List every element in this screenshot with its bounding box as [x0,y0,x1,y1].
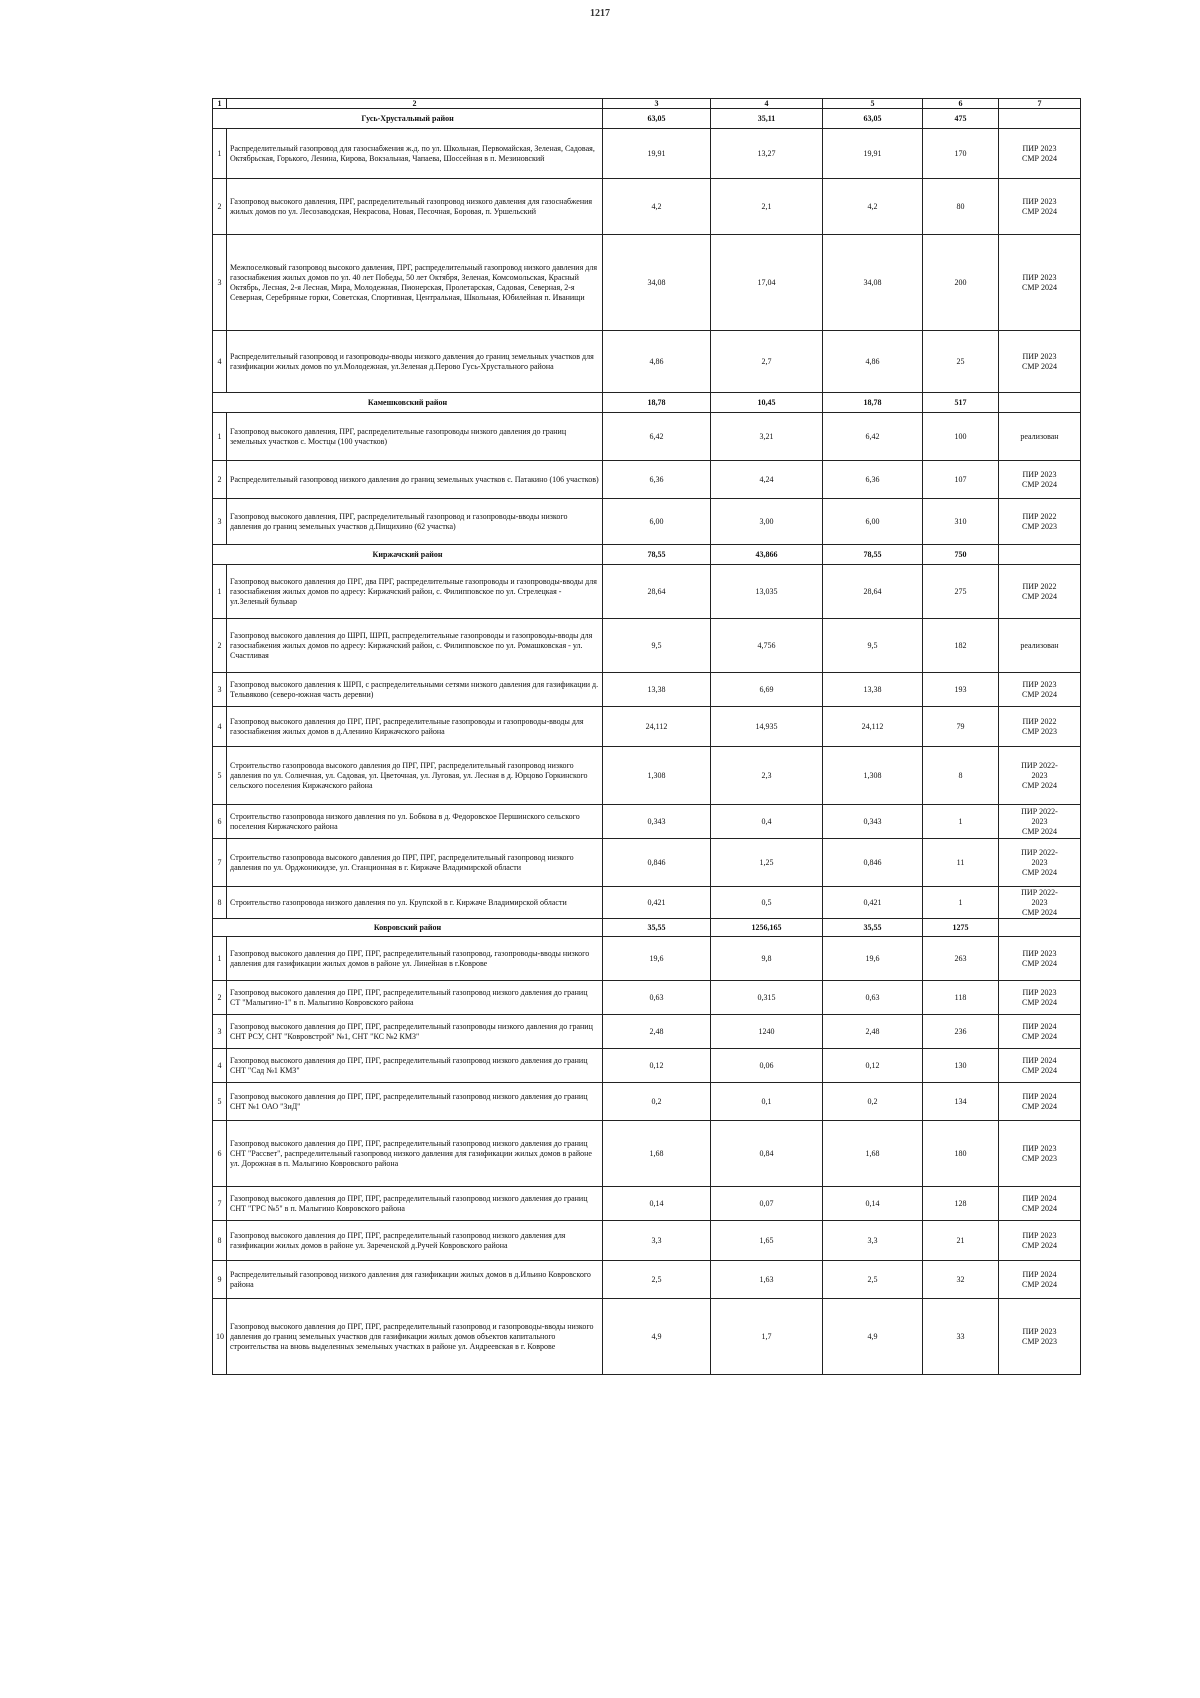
region-total: 63,05 [603,109,711,129]
stage-cell [999,1221,1081,1261]
stage-cell [999,1261,1081,1299]
page-number: 1217 [590,8,610,19]
stage-text: СМР 2024 [1022,1101,1057,1111]
column-number-row [213,99,1081,109]
stage-text: реализован [1020,431,1059,441]
table-row [213,1221,1081,1261]
region-total: 18,78 [823,393,923,413]
stage-text: ПИР 2024 [1022,1091,1057,1101]
value-col5: 1,68 [823,1121,923,1187]
row-number: 1 [213,129,227,179]
table-row [213,235,1081,331]
region-total [999,109,1081,129]
table-row [213,1049,1081,1083]
stage-text: ПИР 2023 [1022,1143,1057,1153]
value-col6: 193 [923,673,999,707]
stage-text: 2023 [1031,770,1048,780]
value-col6: 182 [923,619,999,673]
column-number: 2 [227,99,603,109]
value-col3: 0,343 [603,805,711,839]
value-col5: 6,42 [823,413,923,461]
object-name: Газопровод высокого давления до ПРГ, ПРГ, распределительный газопровод низкого давления до границ СНТ "Сад №1 КМЗ" [227,1049,603,1083]
value-col5: 34,08 [823,235,923,331]
table-row [213,805,1081,839]
value-col5: 2,5 [823,1261,923,1299]
object-name: Газопровод высокого давления до ПРГ, ПРГ, распределительный газопровод низкого давления до границ СТ "Малыгино-1" в п. Малыгино Ковровского района [227,981,603,1015]
table-row [213,1299,1081,1375]
object-name: Газопровод высокого давления до ПРГ, ПРГ, распределительный газопровод низкого давления до границ СНТ "Рассвет", распределительный газопровод низкого давления для газификации жилых домов в районе ул. Дорожная в п. Малыгино Ковровского района [227,1121,603,1187]
object-name: Распределительный газопровод для газоснабжения ж.д. по ул. Школьная, Первомайская, Зеленая, Садовая, Октябрьская, Горького, Ленина, Кирова, Вокзальная, Чапаева, Шоссейная в п. Мезиновский [227,129,603,179]
value-col5: 0,14 [823,1187,923,1221]
stage-text: СМР 2024 [1022,907,1057,917]
row-number: 9 [213,1261,227,1299]
stage-text: СМР 2024 [1022,206,1057,216]
row-number: 3 [213,235,227,331]
value-col4: 3,00 [711,499,823,545]
value-col3: 3,3 [603,1221,711,1261]
row-number: 4 [213,1049,227,1083]
region-total: 517 [923,393,999,413]
value-col5: 6,00 [823,499,923,545]
object-name: Газопровод высокого давления к ШРП, с распределительными сетями низкого давления для газификации д. Тельвяково (северо-южная часть деревни) [227,673,603,707]
row-number: 2 [213,461,227,499]
object-name: Распределительный газопровод низкого давления для газификации жилых домов в д.Ильино Ковровского района [227,1261,603,1299]
table-row [213,331,1081,393]
stage-text: ПИР 2023 [1022,987,1057,997]
stage-text: ПИР 2024 [1022,1269,1057,1279]
table-row [213,707,1081,747]
value-col5: 4,9 [823,1299,923,1375]
column-number: 7 [999,99,1081,109]
row-number: 3 [213,499,227,545]
region-name: Гусь-Хрустальный район [213,109,603,129]
value-col5: 0,343 [823,805,923,839]
stage-cell [999,805,1081,839]
object-name: Строительство газопровода низкого давления по ул. Бобкова в д. Федоровское Першинского сельского поселения Киржачского района [227,805,603,839]
value-col6: 180 [923,1121,999,1187]
value-col4: 3,21 [711,413,823,461]
value-col4: 2,7 [711,331,823,393]
value-col6: 11 [923,839,999,887]
value-col3: 6,00 [603,499,711,545]
stage-text: СМР 2023 [1022,1336,1057,1346]
value-col3: 4,9 [603,1299,711,1375]
value-col6: 200 [923,235,999,331]
value-col4: 1,7 [711,1299,823,1375]
value-col3: 0,846 [603,839,711,887]
table-row [213,673,1081,707]
stage-text: ПИР 2023 [1022,1230,1057,1240]
table-row [213,179,1081,235]
value-col6: 33 [923,1299,999,1375]
stage-cell [999,1299,1081,1375]
row-number: 4 [213,331,227,393]
stage-text: 2023 [1031,816,1048,826]
value-col5: 9,5 [823,619,923,673]
value-col3: 9,5 [603,619,711,673]
value-col3: 1,308 [603,747,711,805]
stage-text: реализован [1020,640,1059,650]
value-col5: 2,48 [823,1015,923,1049]
stage-text: ПИР 2023 [1022,948,1057,958]
stage-cell [999,499,1081,545]
value-col6: 134 [923,1083,999,1121]
object-name: Распределительный газопровод и газопроводы-вводы низкого давления до границ земельных участков для газификации жилых домов по ул.Молодежная, ул.Зеленая д.Перово Гусь-Хрустального района [227,331,603,393]
stage-text: СМР 2024 [1022,479,1057,489]
stage-cell [999,565,1081,619]
stage-text: СМР 2024 [1022,1203,1057,1213]
region-total [999,545,1081,565]
value-col6: 80 [923,179,999,235]
column-number: 5 [823,99,923,109]
table-row [213,937,1081,981]
table-row [213,461,1081,499]
stage-cell [999,1049,1081,1083]
stage-text: СМР 2023 [1022,726,1057,736]
object-name: Газопровод высокого давления до ПРГ, ПРГ, распределительный газопровод низкого давления до границ СНТ №1 ОАО "ЗиД" [227,1083,603,1121]
region-total: 1256,165 [711,919,823,937]
table-row [213,887,1081,919]
value-col6: 130 [923,1049,999,1083]
value-col3: 0,2 [603,1083,711,1121]
stage-text: СМР 2023 [1022,521,1057,531]
value-col6: 32 [923,1261,999,1299]
row-number: 2 [213,179,227,235]
row-number: 5 [213,1083,227,1121]
value-col5: 4,86 [823,331,923,393]
stage-text: ПИР 2023 [1022,272,1057,282]
value-col5: 0,421 [823,887,923,919]
table-row [213,129,1081,179]
value-col3: 1,68 [603,1121,711,1187]
table-row [213,1261,1081,1299]
stage-cell [999,619,1081,673]
table-row [213,981,1081,1015]
value-col6: 1 [923,805,999,839]
value-col6: 8 [923,747,999,805]
row-number: 1 [213,937,227,981]
stage-cell [999,887,1081,919]
table-row [213,1083,1081,1121]
value-col4: 9,8 [711,937,823,981]
stage-text: СМР 2024 [1022,997,1057,1007]
value-col4: 0,84 [711,1121,823,1187]
value-col4: 14,935 [711,707,823,747]
value-col4: 2,1 [711,179,823,235]
value-col3: 24,112 [603,707,711,747]
value-col6: 310 [923,499,999,545]
table-row [213,747,1081,805]
value-col4: 13,035 [711,565,823,619]
stage-cell [999,179,1081,235]
stage-text: 2023 [1031,857,1048,867]
table-row [213,839,1081,887]
region-name: Ковровский район [213,919,603,937]
stage-text: ПИР 2023 [1022,196,1057,206]
column-number: 3 [603,99,711,109]
table-row [213,499,1081,545]
region-total: 750 [923,545,999,565]
value-col5: 28,64 [823,565,923,619]
row-number: 3 [213,673,227,707]
stage-text: СМР 2024 [1022,1065,1057,1075]
value-col6: 25 [923,331,999,393]
value-col5: 0,2 [823,1083,923,1121]
region-total: 63,05 [823,109,923,129]
object-name: Распределительный газопровод низкого давления до границ земельных участков с. Патакино (106 участков) [227,461,603,499]
value-col3: 4,2 [603,179,711,235]
value-col3: 34,08 [603,235,711,331]
object-name: Газопровод высокого давления, ПРГ, распределительные газопроводы низкого давления до границ земельных участков с. Мостцы (100 участков) [227,413,603,461]
region-row [213,393,1081,413]
value-col5: 1,308 [823,747,923,805]
value-col3: 6,36 [603,461,711,499]
table-row [213,1015,1081,1049]
stage-text: 2023 [1031,897,1048,907]
value-col5: 0,63 [823,981,923,1015]
table-row [213,1187,1081,1221]
region-total: 78,55 [603,545,711,565]
row-number: 8 [213,1221,227,1261]
stage-cell [999,331,1081,393]
value-col4: 0,1 [711,1083,823,1121]
value-col3: 4,86 [603,331,711,393]
region-total: 35,55 [603,919,711,937]
stage-cell [999,937,1081,981]
object-name: Строительство газопровода низкого давления по ул. Крупской в г. Киржаче Владимирской области [227,887,603,919]
object-name: Газопровод высокого давления до ПРГ, ПРГ, распределительный газопровод и газопроводы-вводы низкого давления до границ земельных участков для газификации жилых домов объектов капитального строительства на вновь выделенных земельных участках в районе ул. Андреевская в г. Коврове [227,1299,603,1375]
stage-text: ПИР 2024 [1022,1055,1057,1065]
stage-text: ПИР 2024 [1022,1021,1057,1031]
stage-cell [999,235,1081,331]
row-number: 4 [213,707,227,747]
value-col4: 0,315 [711,981,823,1015]
value-col5: 6,36 [823,461,923,499]
stage-cell [999,461,1081,499]
stage-text: ПИР 2022- [1021,760,1058,770]
stage-text: СМР 2024 [1022,826,1057,836]
table-row [213,565,1081,619]
stage-text: СМР 2024 [1022,1031,1057,1041]
value-col4: 2,3 [711,747,823,805]
region-total [999,393,1081,413]
stage-text: ПИР 2022- [1021,806,1058,816]
stage-text: ПИР 2024 [1022,1193,1057,1203]
value-col4: 4,756 [711,619,823,673]
row-number: 7 [213,839,227,887]
stage-text: ПИР 2022- [1021,887,1058,897]
region-total: 35,55 [823,919,923,937]
region-total: 35,11 [711,109,823,129]
value-col3: 28,64 [603,565,711,619]
value-col4: 0,07 [711,1187,823,1221]
object-name: Строительство газопровода высокого давления до ПРГ, ПРГ, распределительный газопровод низкого давления по ул. Орджоникидзе, ул. Станционная в г. Киржаче Владимирской области [227,839,603,887]
value-col5: 4,2 [823,179,923,235]
table-row [213,413,1081,461]
row-number: 8 [213,887,227,919]
table-row [213,619,1081,673]
stage-cell [999,129,1081,179]
value-col3: 13,38 [603,673,711,707]
stage-text: СМР 2024 [1022,282,1057,292]
value-col5: 0,12 [823,1049,923,1083]
value-col3: 0,12 [603,1049,711,1083]
stage-text: ПИР 2023 [1022,1326,1057,1336]
row-number: 6 [213,805,227,839]
value-col4: 13,27 [711,129,823,179]
row-number: 2 [213,981,227,1015]
value-col6: 118 [923,981,999,1015]
value-col6: 275 [923,565,999,619]
stage-text: ПИР 2023 [1022,143,1057,153]
value-col5: 19,91 [823,129,923,179]
stage-cell [999,747,1081,805]
value-col5: 3,3 [823,1221,923,1261]
object-name: Газопровод высокого давления, ПРГ, распределительный газопровод и газопроводы-вводы низкого давления до границ земельных участков д.Пищихино (62 участка) [227,499,603,545]
object-name: Газопровод высокого давления до ПРГ, ПРГ, распределительный газопровод низкого давления до границ СНТ "ГРС №5" в п. Малыгино Ковровского района [227,1187,603,1221]
stage-text: ПИР 2023 [1022,469,1057,479]
stage-cell [999,1083,1081,1121]
object-name: Межпоселковый газопровод высокого давления, ПРГ, распределительный газопровод низкого давления для газоснабжения жилых домов по ул. 40 лет Победы, 50 лет Октября, Зеленая, Комсомольская, Красный Октябрь, Лесная, 2-я Лесная, Мира, Молодежная, Пионерская, Пролетарская, Садовая, Северная, 2-я Северная, Серебряные горки, Советская, Спортивная, Центральная, Школьная, Юбилейная п. Иванищи [227,235,603,331]
value-col3: 0,14 [603,1187,711,1221]
region-total: 78,55 [823,545,923,565]
row-number: 7 [213,1187,227,1221]
row-number: 1 [213,565,227,619]
stage-text: СМР 2024 [1022,591,1057,601]
value-col6: 170 [923,129,999,179]
stage-cell [999,1187,1081,1221]
object-name: Газопровод высокого давления до ПРГ, ПРГ, распределительный газопроводы низкого давления до границ СНТ РСУ, СНТ "Ковровстрой" №1, СНТ "КС №2 КМЗ" [227,1015,603,1049]
region-total [999,919,1081,937]
object-name: Газопровод высокого давления до ПРГ, ПРГ, распределительный газопровод, газопроводы-вводы низкого давления для газификации жилых домов в районе ул. Линейная в г.Коврове [227,937,603,981]
region-name: Камешковский район [213,393,603,413]
region-total: 18,78 [603,393,711,413]
stage-text: СМР 2024 [1022,780,1057,790]
value-col6: 107 [923,461,999,499]
region-row [213,545,1081,565]
region-row [213,919,1081,937]
row-number: 1 [213,413,227,461]
stage-text: СМР 2024 [1022,689,1057,699]
value-col5: 13,38 [823,673,923,707]
stage-text: СМР 2024 [1022,153,1057,163]
stage-text: СМР 2024 [1022,1240,1057,1250]
column-number: 4 [711,99,823,109]
value-col3: 2,48 [603,1015,711,1049]
value-col4: 0,06 [711,1049,823,1083]
object-name: Строительство газопровода высокого давления до ПРГ, ПРГ, распределительный газопровод низкого давления по ул. Солнечная, ул. Садовая, ул. Цветочная, ул. Луговая, ул. Лесная в д. Юрцово Горкинского сельского поселения Киржачского района [227,747,603,805]
object-name: Газопровод высокого давления до ПРГ, ПРГ, распределительный газопровод низкого давления для газификации жилых домов в районе ул. Зареченской д.Ручей Ковровского района [227,1221,603,1261]
stage-text: ПИР 2022 [1022,716,1057,726]
stage-text: ПИР 2022- [1021,847,1058,857]
row-number: 10 [213,1299,227,1375]
region-row [213,109,1081,129]
object-name: Газопровод высокого давления до ПРГ, два ПРГ, распределительные газопроводы и газопроводы-вводы для газоснабжения жилых домов по адресу: Киржачский район, с. Филипповское по ул. Стрелецкая - ул.Зеленый бульвар [227,565,603,619]
value-col3: 19,6 [603,937,711,981]
value-col6: 236 [923,1015,999,1049]
stage-cell [999,413,1081,461]
value-col6: 128 [923,1187,999,1221]
region-total: 475 [923,109,999,129]
value-col6: 21 [923,1221,999,1261]
row-number: 5 [213,747,227,805]
stage-cell [999,1015,1081,1049]
column-number: 1 [213,99,227,109]
value-col6: 263 [923,937,999,981]
value-col6: 100 [923,413,999,461]
row-number: 3 [213,1015,227,1049]
value-col5: 19,6 [823,937,923,981]
value-col5: 0,846 [823,839,923,887]
region-total: 43,866 [711,545,823,565]
value-col4: 1,25 [711,839,823,887]
stage-text: СМР 2024 [1022,867,1057,877]
value-col3: 19,91 [603,129,711,179]
value-col4: 1,63 [711,1261,823,1299]
value-col4: 1,65 [711,1221,823,1261]
value-col6: 1 [923,887,999,919]
object-name: Газопровод высокого давления до ШРП, ШРП, распределительные газопроводы и газопроводы-вводы для газоснабжения жилых домов по адресу: Киржачский район, с. Филипповское по ул. Ромашковская - ул. Счастливая [227,619,603,673]
value-col5: 24,112 [823,707,923,747]
row-number: 2 [213,619,227,673]
value-col4: 17,04 [711,235,823,331]
stage-text: СМР 2023 [1022,1153,1057,1163]
object-name: Газопровод высокого давления, ПРГ, распределительный газопровод низкого давления для газоснабжения жилых домов по ул. Лесозаводская, Некрасова, Новая, Песочная, Боровая, п. Уршельский [227,179,603,235]
region-name: Киржачский район [213,545,603,565]
stage-text: ПИР 2022 [1022,511,1057,521]
stage-text: ПИР 2022 [1022,581,1057,591]
stage-text: СМР 2024 [1022,1279,1057,1289]
table-row [213,1121,1081,1187]
value-col6: 79 [923,707,999,747]
stage-cell [999,1121,1081,1187]
gas-pipeline-table [212,98,1081,1375]
stage-text: ПИР 2023 [1022,351,1057,361]
value-col3: 6,42 [603,413,711,461]
value-col4: 6,69 [711,673,823,707]
region-total: 10,45 [711,393,823,413]
stage-cell [999,981,1081,1015]
value-col4: 4,24 [711,461,823,499]
value-col4: 0,4 [711,805,823,839]
table-body [213,99,1081,1375]
value-col4: 0,5 [711,887,823,919]
value-col3: 0,63 [603,981,711,1015]
stage-text: СМР 2024 [1022,361,1057,371]
stage-text: ПИР 2023 [1022,679,1057,689]
object-name: Газопровод высокого давления до ПРГ, ПРГ, распределительные газопроводы и газопроводы-вводы для газоснабжения жилых домов в д.Аленино Киржачского района [227,707,603,747]
stage-cell [999,673,1081,707]
stage-text: СМР 2024 [1022,958,1057,968]
region-total: 1275 [923,919,999,937]
value-col3: 2,5 [603,1261,711,1299]
row-number: 6 [213,1121,227,1187]
column-number: 6 [923,99,999,109]
value-col4: 1240 [711,1015,823,1049]
stage-cell [999,707,1081,747]
value-col3: 0,421 [603,887,711,919]
stage-cell [999,839,1081,887]
